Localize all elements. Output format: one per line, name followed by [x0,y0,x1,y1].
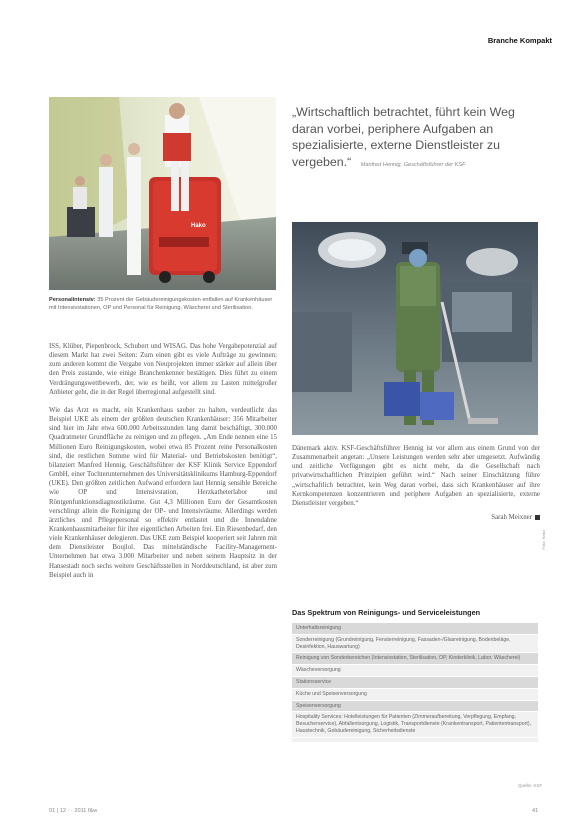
end-of-article-icon [535,515,540,520]
machine-brand-label: Hako [191,223,206,229]
infobox-row: Stationsservice [292,677,538,689]
services-infobox [292,604,538,742]
pull-quote [292,104,542,173]
photo-caption [49,296,277,313]
article-column-right [292,444,540,522]
quote-attribution: Manfred Hennig, Geschäftsführer der KSF [360,161,466,168]
caption-lead: Personalintensiv: [49,297,96,303]
footer-issue: 01 | 12 · · 2011 f&w [49,808,98,814]
quote-text: „Wirtschaftlich betrachtet, führt kein Weg daran vorbei, periphere Aufgaben an spezialisierte, externe Dienstleister zu vergeben.“ [292,105,515,169]
operating-room-cleaning-photo [292,222,538,435]
infobox-row: Hospitality Services: Hotelleistungen für Patienten (Zimmeraufbereitung, Verpflegung, Empfang, Besucherservice), Abfallentsorgung, Logistik, Transportdienste (Krankentransport, Patiententransport), Haustechnik, Gebäudereinigung, Sicherheitsdienste [292,712,538,737]
photo-credit: Foto: Hako [541,530,546,550]
infobox-row: Speisenversorgung [292,701,538,713]
article-author [292,513,540,522]
article-column-left [49,342,277,589]
caption-text: 35 Prozent der Gebäudereinigungskosten entfallen auf Krankenhäuser mit Intensivstationen, OP und Personal für Reinigung, Wäscherei und Sterilisation. [49,297,273,312]
infobox-source: Quelle: KSF [518,783,543,788]
cleaning-machine-photo [49,97,276,290]
infobox-title: Das Spektrum von Reinigungs- und Serviceleistungen [292,604,538,623]
article-paragraph: Wie das Arzt es macht, ein Krankenhaus sauber zu halten, verdeutlicht das Beispiel UKE als einem der größten deutschen Krankenhäuser: 356 Mitarbeiter sind hier im Jahr etwa 600.000 Arbeitsstunden lang damit beschäftigt, 300.000 Quadratmeter Grundfläche zu reinigen und zu pflegen. „Am Ende nennen eine 15 Millionen Euro Reinigungskosten, wobei etwa 85 Prozent reine Personalkosten sind, die restlichen Summe wird für Material- und Betriebskosten benötigt“, bilanziert Manfred Hennig, Geschäftsführer der KSF Klinik Service Eppendorf GmbH, einer Tochterunternehmen des Universitätsklinikums Hamburg-Eppendorf (UKE). Den größten zeitlichen Aufwand erfordern laut Hennig sensible Bereiche wie OP und Intensivstation, Herzkatheterlabor und Röntgenfunktionsdiagnostikräume. Gut 4,3 Millionen Euro der Gesamtkosten verschlingt allein die Reinigung der OP- und Intensivräume. Allerdings werden ärztliches und Pflegepersonal so effektiv entlastet und die Innendahne Krankenhausmitarbeiter für ihre eigentlichen Arbeiten frei. Ein Riesenbedarf, den viele Krankenhäuser delegieren. Das UKE zum Beispiel kooperiert seit Jahren mit dem Dienstleister Boujlol. Das mittelständische Facility-Management-Unternehmen hat etwa 3.000 Mitarbeiter und neben seinem Hauptsitz in der Hansestadt noch sechs weitere Geschäftsstellen in Norddeutschland, ist aber zum Beispiel auch in [49,406,277,579]
article-paragraph: ISS, Klüber, Piepenbrock, Schubert und WISAG. Das hohe Vergabepotenzial auf diesem Markt hat zwei Seiten: Zum einen gibt es viele Aufträge zu gewinnen; zum anderen kommt die Vergabe von Neuprojekten immer stärker auf allein über den Preis zustande, wie einige Branchenkenner bestätigen. Dies führt zu einem Verdrängungswettbewerb, der, wie es heißt, vor allem zu Lasten mittelgroßer Anbieter geht, die in der Regel überregional aufgestellt sind. [49,343,277,396]
author-name: Sarah Meixner [491,514,532,522]
infobox-row: Küche und Speisenversorgung [292,689,538,701]
section-tag: Branche Kompakt [487,36,552,45]
infobox-row: Wäscheversorgung [292,665,538,677]
page-number: 41 [532,808,539,814]
infobox-row: Reinigung von Sonderbereichen (Intensivstation, Sterilisation, OP, Kinderklinik, Labor, Wäscherei) [292,653,538,665]
article-paragraph: Dänemark aktiv. KSF-Geschäftsführer Hennig ist vor allem aus einem Grund von der Zusammenarbeit angetan: „Unsere Leistungen werden sehr aber umgesetzt. Aufwändig und zeitliche Verfügungen gibt es nicht mehr, da die Gesellschaft nach privatwirtschaftlichen Prinzipien geführt wird.“ Nach seiner Einschätzung führe „wirtschaftlich betrachtet, kein Weg daran vorbei, dass sich Krankenhäuser auf ihre Kernkompetenzen konzentrieren und periphere Aufgaben an spezialisierte, externe Dienstleister vergeben.“ [292,445,540,507]
infobox-row: Sonderreinigung (Grundreinigung, Fensterreinigung, Fassaden-/Glasreinigung, Bodenbeläge, Desinfektion, Hauswartung) [292,635,538,654]
infobox-row: Unterhaltsreinigung [292,623,538,635]
